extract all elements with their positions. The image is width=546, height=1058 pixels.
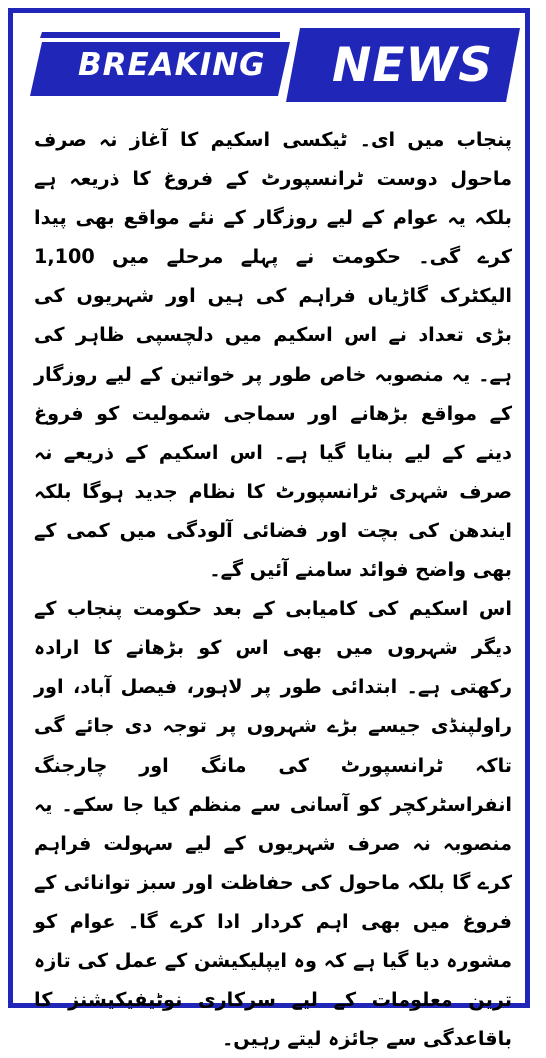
article-body: [34, 120, 512, 1058]
breaking-news-banner: [28, 28, 520, 102]
article-paragraph-1: پنجاب میں ای۔ ٹیکسی اسکیم کا آغاز نہ صرف ماحول دوست ٹرانسپورٹ کے فروغ کا ذریعہ ہے بلکہ یہ عوام کے لیے روزگار کے نئے مواقع بھی پیدا کرے گی۔ حکومت نے پہلے مرحلے میں 1,100 الیکٹرک گاڑیاں فراہم کی ہیں اور شہریوں کی بڑی تعداد نے اس اسکیم میں دلچسپی ظاہر کی ہے۔ یہ منصوبہ خاص طور پر خواتین کے لیے روزگار کے مواقع بڑھانے اور سماجی شمولیت کو فروغ دینے کے لیے بنایا گیا ہے۔ اس اسکیم کے ذریعے نہ صرف شہری ٹرانسپورٹ کا نظام جدید ہوگا بلکہ ایندھن کی بچت اور فضائی آلودگی میں کمی کے بھی واضح فوائد سامنے آئیں گے۔: [34, 128, 512, 582]
breaking-label: BREAKING: [78, 47, 266, 83]
news-label: NEWS: [332, 37, 494, 93]
article-paragraph-2: اس اسکیم کی کامیابی کے بعد حکومت پنجاب کے دیگر شہروں میں بھی اس کو بڑھانے کا ارادہ رکھتی ہے۔ ابتدائی طور پر لاہور، فیصل آباد، اور راولپنڈی جیسے بڑے شہروں پر توجہ دی جائے گی تاکہ ٹرانسپورٹ کی مانگ اور چارجنگ انفراسٹرکچر کو آسانی سے منظم کیا جا سکے۔ یہ منصوبہ نہ صرف شہریوں کے لیے سہولت فراہم کرے گا بلکہ ماحول کی حفاظت اور سبز توانائی کے فروغ میں بھی اہم کردار ادا کرے گا۔ عوام کو مشورہ دیا گیا ہے کہ وہ ایپلیکیشن کے عمل کی تازہ ترین معلومات کے لیے سرکاری نوٹیفیکیشنز کا باقاعدگی سے جائزہ لیتے رہیں۔: [34, 597, 512, 1051]
